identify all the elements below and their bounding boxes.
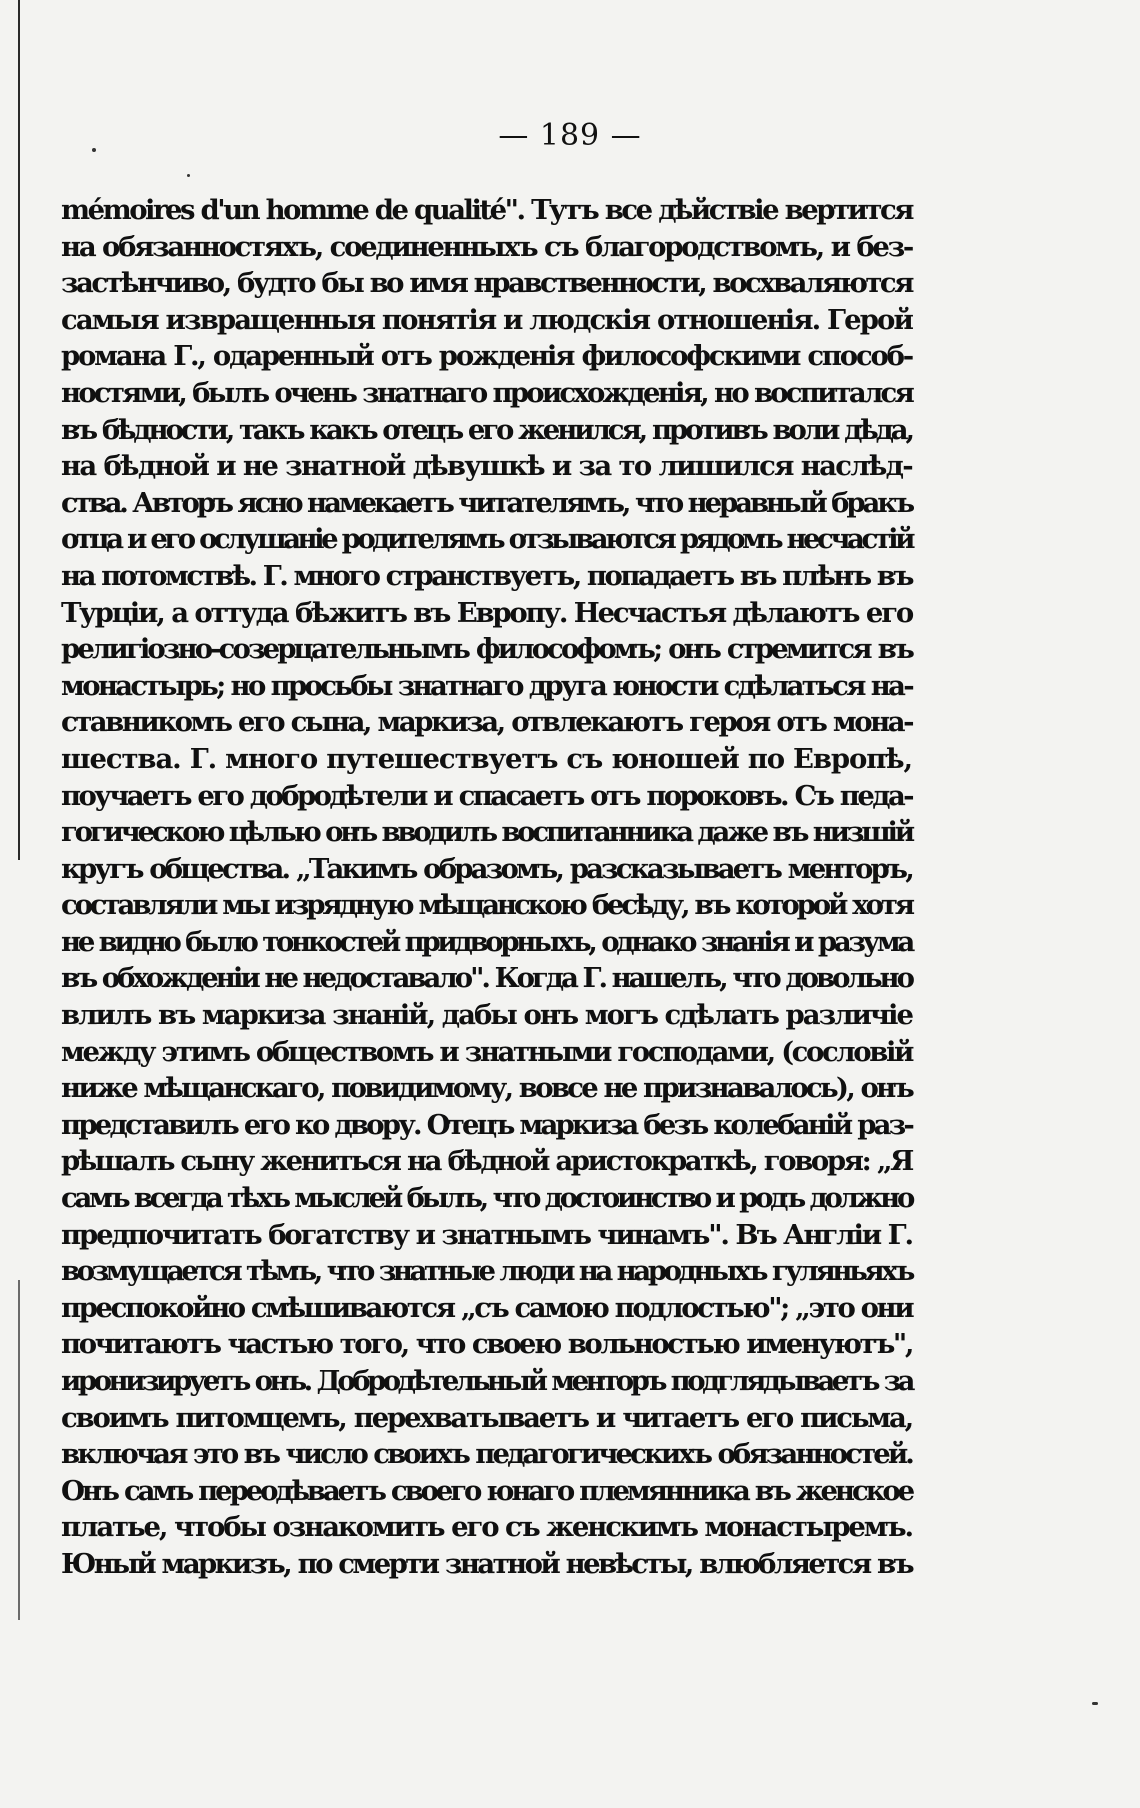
text-line: кругъ общества. „Такимъ образомъ, разсказываетъ менторъ, (61, 852, 912, 885)
text-line: включая это въ число своихъ педагогическихъ обязанностей. (61, 1438, 912, 1471)
text-line: Юный маркизъ, по смерти знатной невѣсты, влюбляется въ (61, 1547, 912, 1580)
text-line: Турціи, а оттуда бѣжитъ въ Европу. Несчастья дѣлаютъ его (61, 596, 912, 629)
text-line: рѣшалъ сыну жениться на бѣдной аристократкѣ, говоря: „Я (61, 1145, 912, 1178)
text-line: поучаетъ его добродѣтели и спасаетъ отъ пороковъ. Съ педа- (61, 779, 912, 812)
text-line: представилъ его ко двору. Отецъ маркиза безъ колебаній раз- (61, 1108, 912, 1141)
text-line: самыя извращенныя понятія и людскія отношенія. Герой (61, 303, 912, 336)
text-line: религіозно-созерцательнымъ философомъ; онъ стремится въ (61, 633, 912, 666)
text-line: предпочитать богатству и знатнымъ чинамъ". Въ Англіи Г. (61, 1218, 912, 1251)
text-line: шества. Г. много путешествуетъ съ юношей по Европѣ, (61, 742, 912, 775)
text-line: почитаютъ частью того, что своею вольностью именуютъ", (61, 1328, 912, 1361)
text-line: своимъ питомцемъ, перехватываетъ и читаетъ его письма, (61, 1401, 912, 1434)
text-line: платье, чтобы ознакомить его съ женскимъ монастыремъ. (61, 1511, 912, 1544)
text-line: составляли мы изрядную мѣщанскою бесѣду, въ которой хотя (61, 889, 912, 922)
page-number: — 189 — (498, 118, 642, 153)
text-line: монастырь; но просьбы знатнаго друга юности сдѣлаться на- (61, 669, 912, 702)
text-line: иронизируетъ онъ. Добродѣтельный менторъ подглядываетъ за (61, 1365, 912, 1397)
text-line: на бѣдной и не знатной дѣвушкѣ и за то лишился наслѣд- (61, 450, 912, 483)
body-text (61, 192, 912, 1583)
text-line: ниже мѣщанскаго, повидимому, вовсе не признавалось), онъ (61, 1072, 912, 1105)
scan-speck (1092, 1702, 1098, 1705)
text-line: Онъ самъ переодѣваетъ своего юнаго племянника въ женское (61, 1474, 912, 1507)
text-line: не видно было тонкостей придворныхъ, однако знанія и разума (61, 925, 912, 958)
scan-speck (187, 174, 190, 177)
text-line: застѣнчиво, будто бы во имя нравственности, восхваляются (61, 267, 912, 300)
text-line: въ бѣдности, такъ какъ отецъ его женился, противъ воли дѣда, (61, 413, 912, 446)
text-line: самъ всегда тѣхъ мыслей былъ, что достоинство и родъ должно (61, 1182, 912, 1215)
text-line: возмущается тѣмъ, что знатные люди на народныхъ гуляньяхъ (61, 1255, 912, 1288)
text-line: на обязанностяхъ, соединенныхъ съ благородствомъ, и без- (61, 230, 912, 263)
text-line: романа Г., одаренный отъ рожденія философскими способ- (61, 340, 912, 373)
text-line: ставникомъ его сына, маркиза, отвлекаютъ героя отъ мона- (61, 706, 912, 739)
text-line: гогическою цѣлью онъ вводилъ воспитанника даже въ низшій (61, 816, 912, 849)
text-line: отца и его ослушаніе родителямъ отзываются рядомъ несчастій (61, 523, 912, 556)
text-line: между этимъ обществомъ и знатными господами, (сословій (61, 1035, 912, 1068)
text-line: на потомствѣ. Г. много странствуетъ, попадаетъ въ плѣнъ въ (61, 559, 912, 592)
text-line: влилъ въ маркиза знаній, дабы онъ могъ сдѣлать различіе (61, 999, 912, 1032)
text-line: ства. Авторъ ясно намекаетъ читателямъ, что неравный бракъ (61, 486, 912, 519)
text-line: mémoires d'un homme de qualité". Тутъ все дѣйствіе вертится (61, 194, 912, 226)
text-line: преспокойно смѣшиваются „съ самою подлостью"; „это они (61, 1291, 913, 1324)
text-line: ностями, былъ очень знатнаго происхожденія, но воспитался (61, 376, 912, 409)
text-line: въ обхожденіи не недоставало". Когда Г. нашелъ, что довольно (61, 962, 912, 995)
page-edge-rule-lower (18, 1280, 20, 1620)
